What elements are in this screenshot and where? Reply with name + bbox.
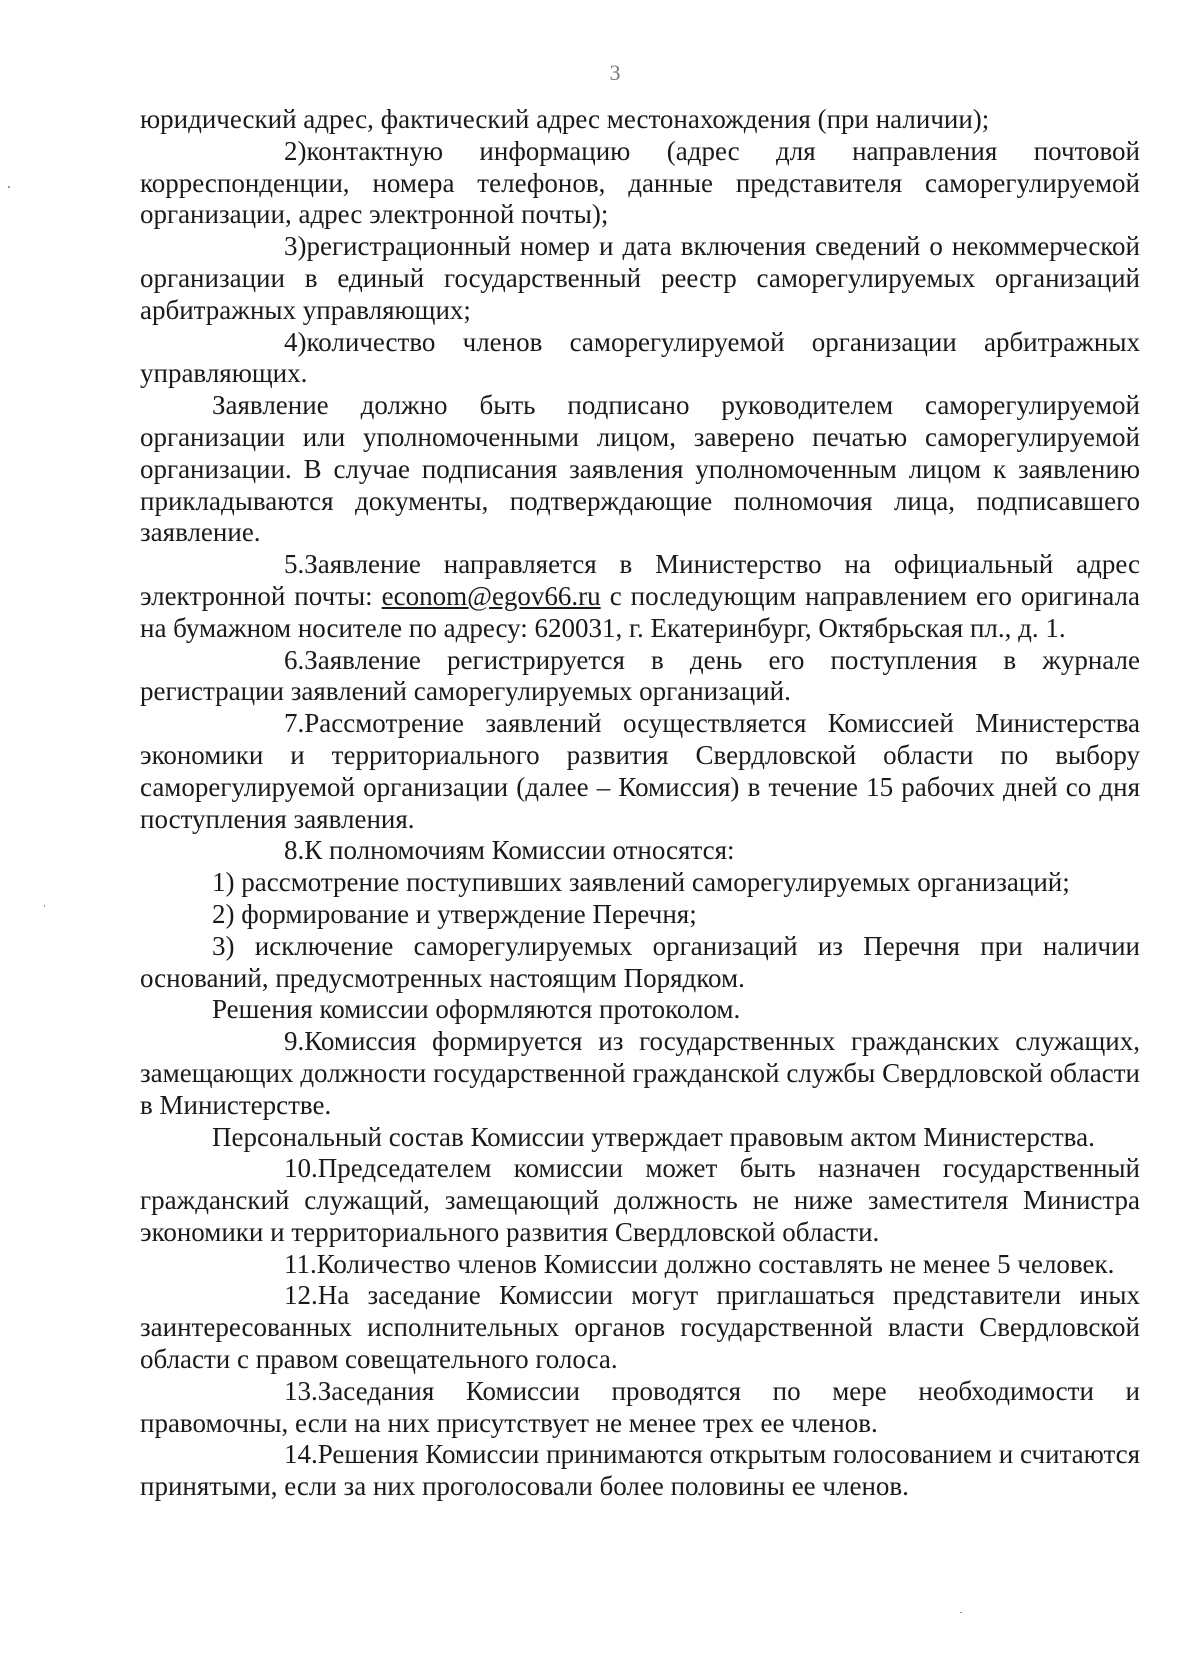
item-number: 4) — [284, 326, 307, 357]
paragraph-text: 2) формирование и утверждение Перечня; — [212, 898, 697, 929]
item-number: 8. — [284, 835, 305, 866]
numbered-paragraph — [140, 1376, 1140, 1440]
list-item — [140, 899, 1140, 931]
paragraph-text: количество членов саморегулируемой организации арбитражных управляющих. — [140, 326, 1140, 389]
paragraph-text: Рассмотрение заявлений осуществляется Комиссией Министерства экономики и территориального развития Свердловской области по выбору саморегулируемой организации (далее – Комиссия) в течение 15 рабочих дней со дня поступления заявления. — [140, 708, 1140, 834]
paragraph — [140, 390, 1140, 549]
email-link[interactable]: econom@egov66.ru — [381, 580, 601, 611]
paragraph-text: Комиссия формируется из государственных гражданских служащих, замещающих должности государственной гражданской службы Свердловской области в Министерстве. — [140, 1026, 1140, 1120]
page-number: 3 — [609, 60, 621, 85]
paragraph-text: Заявление должно быть подписано руководителем саморегулируемой организации или уполномоченными лицом, заверено печатью саморегулируемой организации. В случае подписания заявления уполномоченным лицом к заявлению прикладываются документы, подтверждающие полномочия лица, подписавшего заявление. — [140, 390, 1140, 548]
paragraph-text: 3) исключение саморегулируемых организаций из Перечня при наличии оснований, предусмотренных настоящим Порядком. — [140, 930, 1140, 993]
paragraph-text: Количество членов Комиссии должно составлять не менее 5 человек. — [316, 1248, 1115, 1279]
numbered-paragraph — [140, 708, 1140, 835]
numbered-paragraph — [140, 549, 1140, 644]
numbered-paragraph — [140, 1249, 1140, 1281]
paragraph-text: Решения Комиссии принимаются открытым голосованием и считаются принятыми, если за них проголосовали более половины ее членов. — [140, 1439, 1140, 1502]
paragraph-text: Заявление регистрируется в день его поступления в журнале регистрации заявлений саморегулируемых организаций. — [140, 644, 1140, 707]
list-item — [140, 231, 1140, 326]
paragraph-text: К полномочиям Комиссии относятся: — [304, 835, 735, 866]
paragraph — [140, 994, 1140, 1026]
numbered-paragraph — [140, 835, 1140, 867]
scan-speck — [8, 186, 10, 188]
scan-speck — [44, 905, 45, 907]
paragraph-text: юридический адрес, фактический адрес местонахождения (при наличии); — [140, 104, 990, 134]
list-item — [140, 136, 1140, 231]
paragraph-text: Заседания Комиссии проводятся по мере необходимости и правомочны, если на них присутствует не менее трех ее членов. — [140, 1375, 1140, 1438]
item-number: 12. — [284, 1280, 318, 1311]
list-item — [140, 867, 1140, 899]
paragraph-text: Заявление направляется в Министерство на официальный адрес электронной почты: — [140, 549, 1140, 611]
document-body — [140, 104, 1140, 1503]
paragraph-text: На заседание Комиссии могут приглашаться представители иных заинтересованных исполнительных органов государственной власти Свердловской области с правом совещательного голоса. — [140, 1280, 1140, 1375]
paragraph — [140, 104, 1140, 136]
item-number: 3) — [284, 231, 307, 262]
item-number: 13. — [284, 1375, 318, 1406]
paragraph-text: Решения комиссии оформляются протоколом. — [212, 994, 741, 1025]
numbered-paragraph — [140, 645, 1140, 709]
paragraph-text: 1) рассмотрение поступивших заявлений саморегулируемых организаций; — [212, 867, 1070, 898]
paragraph — [140, 1122, 1140, 1154]
paragraph-text: контактную информацию (адрес для направления почтовой корреспонденции, номера телефонов, данные представителя саморегулируемой организации, адрес электронной почты); — [140, 135, 1140, 230]
item-number: 2) — [284, 135, 307, 166]
item-number: 11. — [284, 1248, 317, 1279]
numbered-paragraph — [140, 1153, 1140, 1248]
item-number: 5. — [284, 549, 305, 580]
paragraph-text: регистрационный номер и дата включения сведений о некоммерческой организации в единый государственный реестр саморегулируемых организаций арбитражных управляющих; — [140, 231, 1140, 325]
item-number: 6. — [284, 644, 305, 675]
paragraph-text: Председателем комиссии может быть назначен государственный гражданский служащий, замещающий должность не ниже заместителя Министра экономики и территориального развития Свердловской области. — [140, 1153, 1140, 1247]
item-number: 9. — [284, 1026, 305, 1057]
item-number: 7. — [284, 708, 305, 739]
numbered-paragraph — [140, 1280, 1140, 1375]
numbered-paragraph — [140, 1026, 1140, 1121]
numbered-paragraph — [140, 1439, 1140, 1503]
item-number: 10. — [284, 1153, 318, 1184]
paragraph-text: с последующим направлением его оригинала на бумажном носителе по адресу: 620031, г. Екатеринбург, Октябрьская пл., д. 1. — [140, 580, 1140, 643]
item-number: 14. — [284, 1439, 318, 1470]
list-item — [140, 327, 1140, 391]
list-item — [140, 931, 1140, 995]
scan-speck — [960, 1612, 962, 1613]
paragraph-text: Персональный состав Комиссии утверждает правовым актом Министерства. — [212, 1121, 1095, 1152]
